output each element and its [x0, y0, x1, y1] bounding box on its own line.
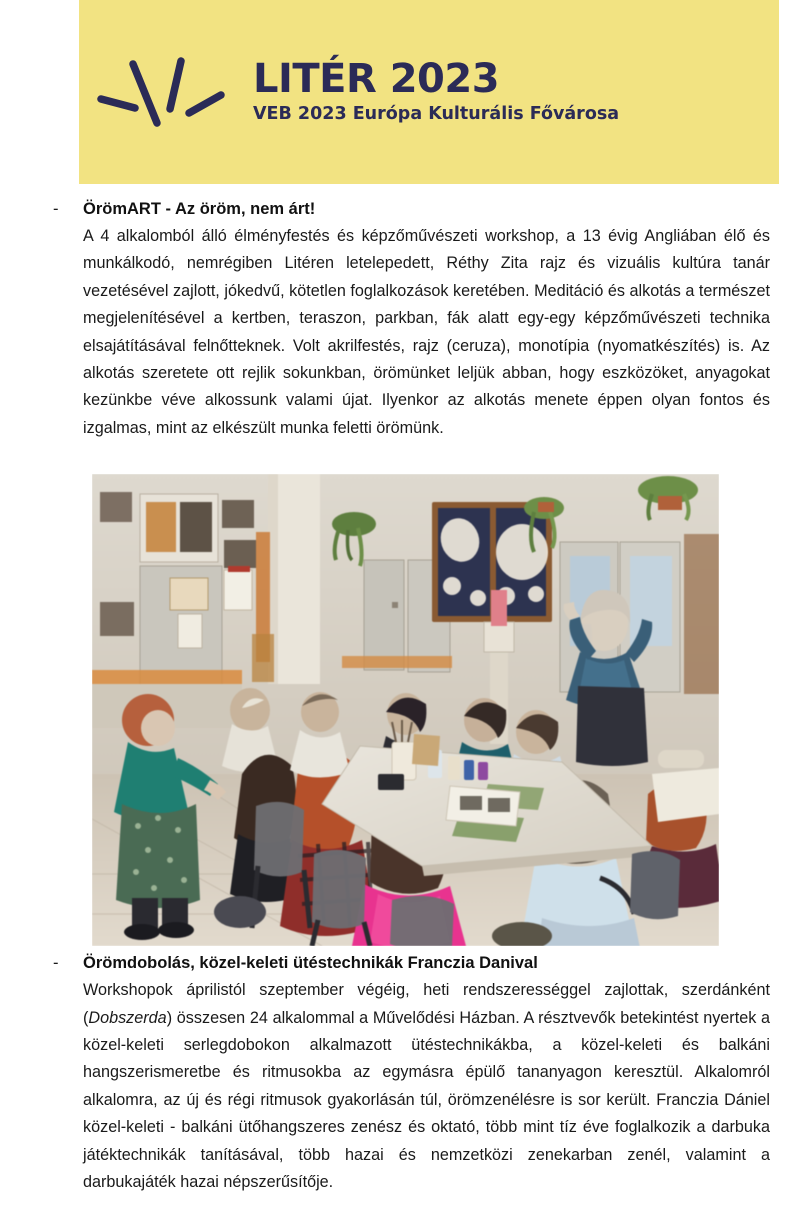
list-dash: -	[53, 954, 59, 973]
section-oromdobolas	[0, 950, 805, 1196]
logo-subtitle: VEB 2023 Európa Kulturális Fővárosa	[253, 104, 620, 125]
workshop-photo	[92, 474, 719, 946]
section-oromart	[0, 196, 805, 442]
header-banner	[79, 0, 779, 184]
section-heading-oromart: ÖrömART - Az öröm, nem árt!	[83, 200, 316, 218]
list-dash: -	[53, 200, 59, 218]
section-paragraph-oromdobolas: Workshopok áprilistól szeptember végéig, heti rendszerességgel zajlottak, szerdánként (Dobszerda) összesen 24 alkalommal a Művelődési Házban. A résztvevők betekintést nyertek a közel-keleti serlegdobokon alkalmazott ütéstechnikákba, a közel-keleti és balkáni hangszerismeretbe és ritmusokba az egymásra épülő tananyagon keresztül. Alkalomról alkalomra, az új és régi ritmusok gyakorlásán túl, örömzenélésre is sor került. Franczia Dániel közel-keleti - balkáni ütőhangszeres zenész és oktató, több mint tíz éve foglalkozik a darbuka játéktechnikák tanításával, több hazai és nemzetközi zenekarban zenél, valamint a darbukajáték hazai népszerűsítője.	[83, 981, 770, 1192]
logo-textblock	[253, 56, 620, 125]
section-paragraph-oromart: A 4 alkalomból álló élményfestés és képzőművészeti workshop, a 13 évig Angliában élő és munkálkodó, nemrégiben Litéren letelepedett, Réthy Zita rajz és vizuális kultúra tanár vezetésével zajlott, jókedvű, kötetlen foglalkozások keretében. Meditáció és alkotás a természet megjelenítésével a kertben, teraszon, parkban, fák alatt egy-egy képzőművészeti technika elsajátításával felnőtteknek. Volt akrilfestés, rajz (ceruza), monotípia (nyomatkészítés) is. Az alkotás szeretete ott rejlik sokunkban, örömünket leljük abban, hogy eszközöket, anyagokat kezünkbe véve alkossunk valami újat. Ilyenkor az alkotás menete éppen olyan fontos és izgalmas, mint az elkészült munka feletti örömünk.	[83, 227, 770, 437]
logo-title: LITÉR 2023	[253, 56, 500, 103]
liter-logo	[95, 40, 620, 140]
workshop-photo-image	[92, 474, 719, 946]
section-heading-oromdobolas: Örömdobolás, közel-keleti ütéstechnikák Franczia Danival	[83, 954, 538, 973]
liter-burst-mark	[95, 47, 235, 133]
